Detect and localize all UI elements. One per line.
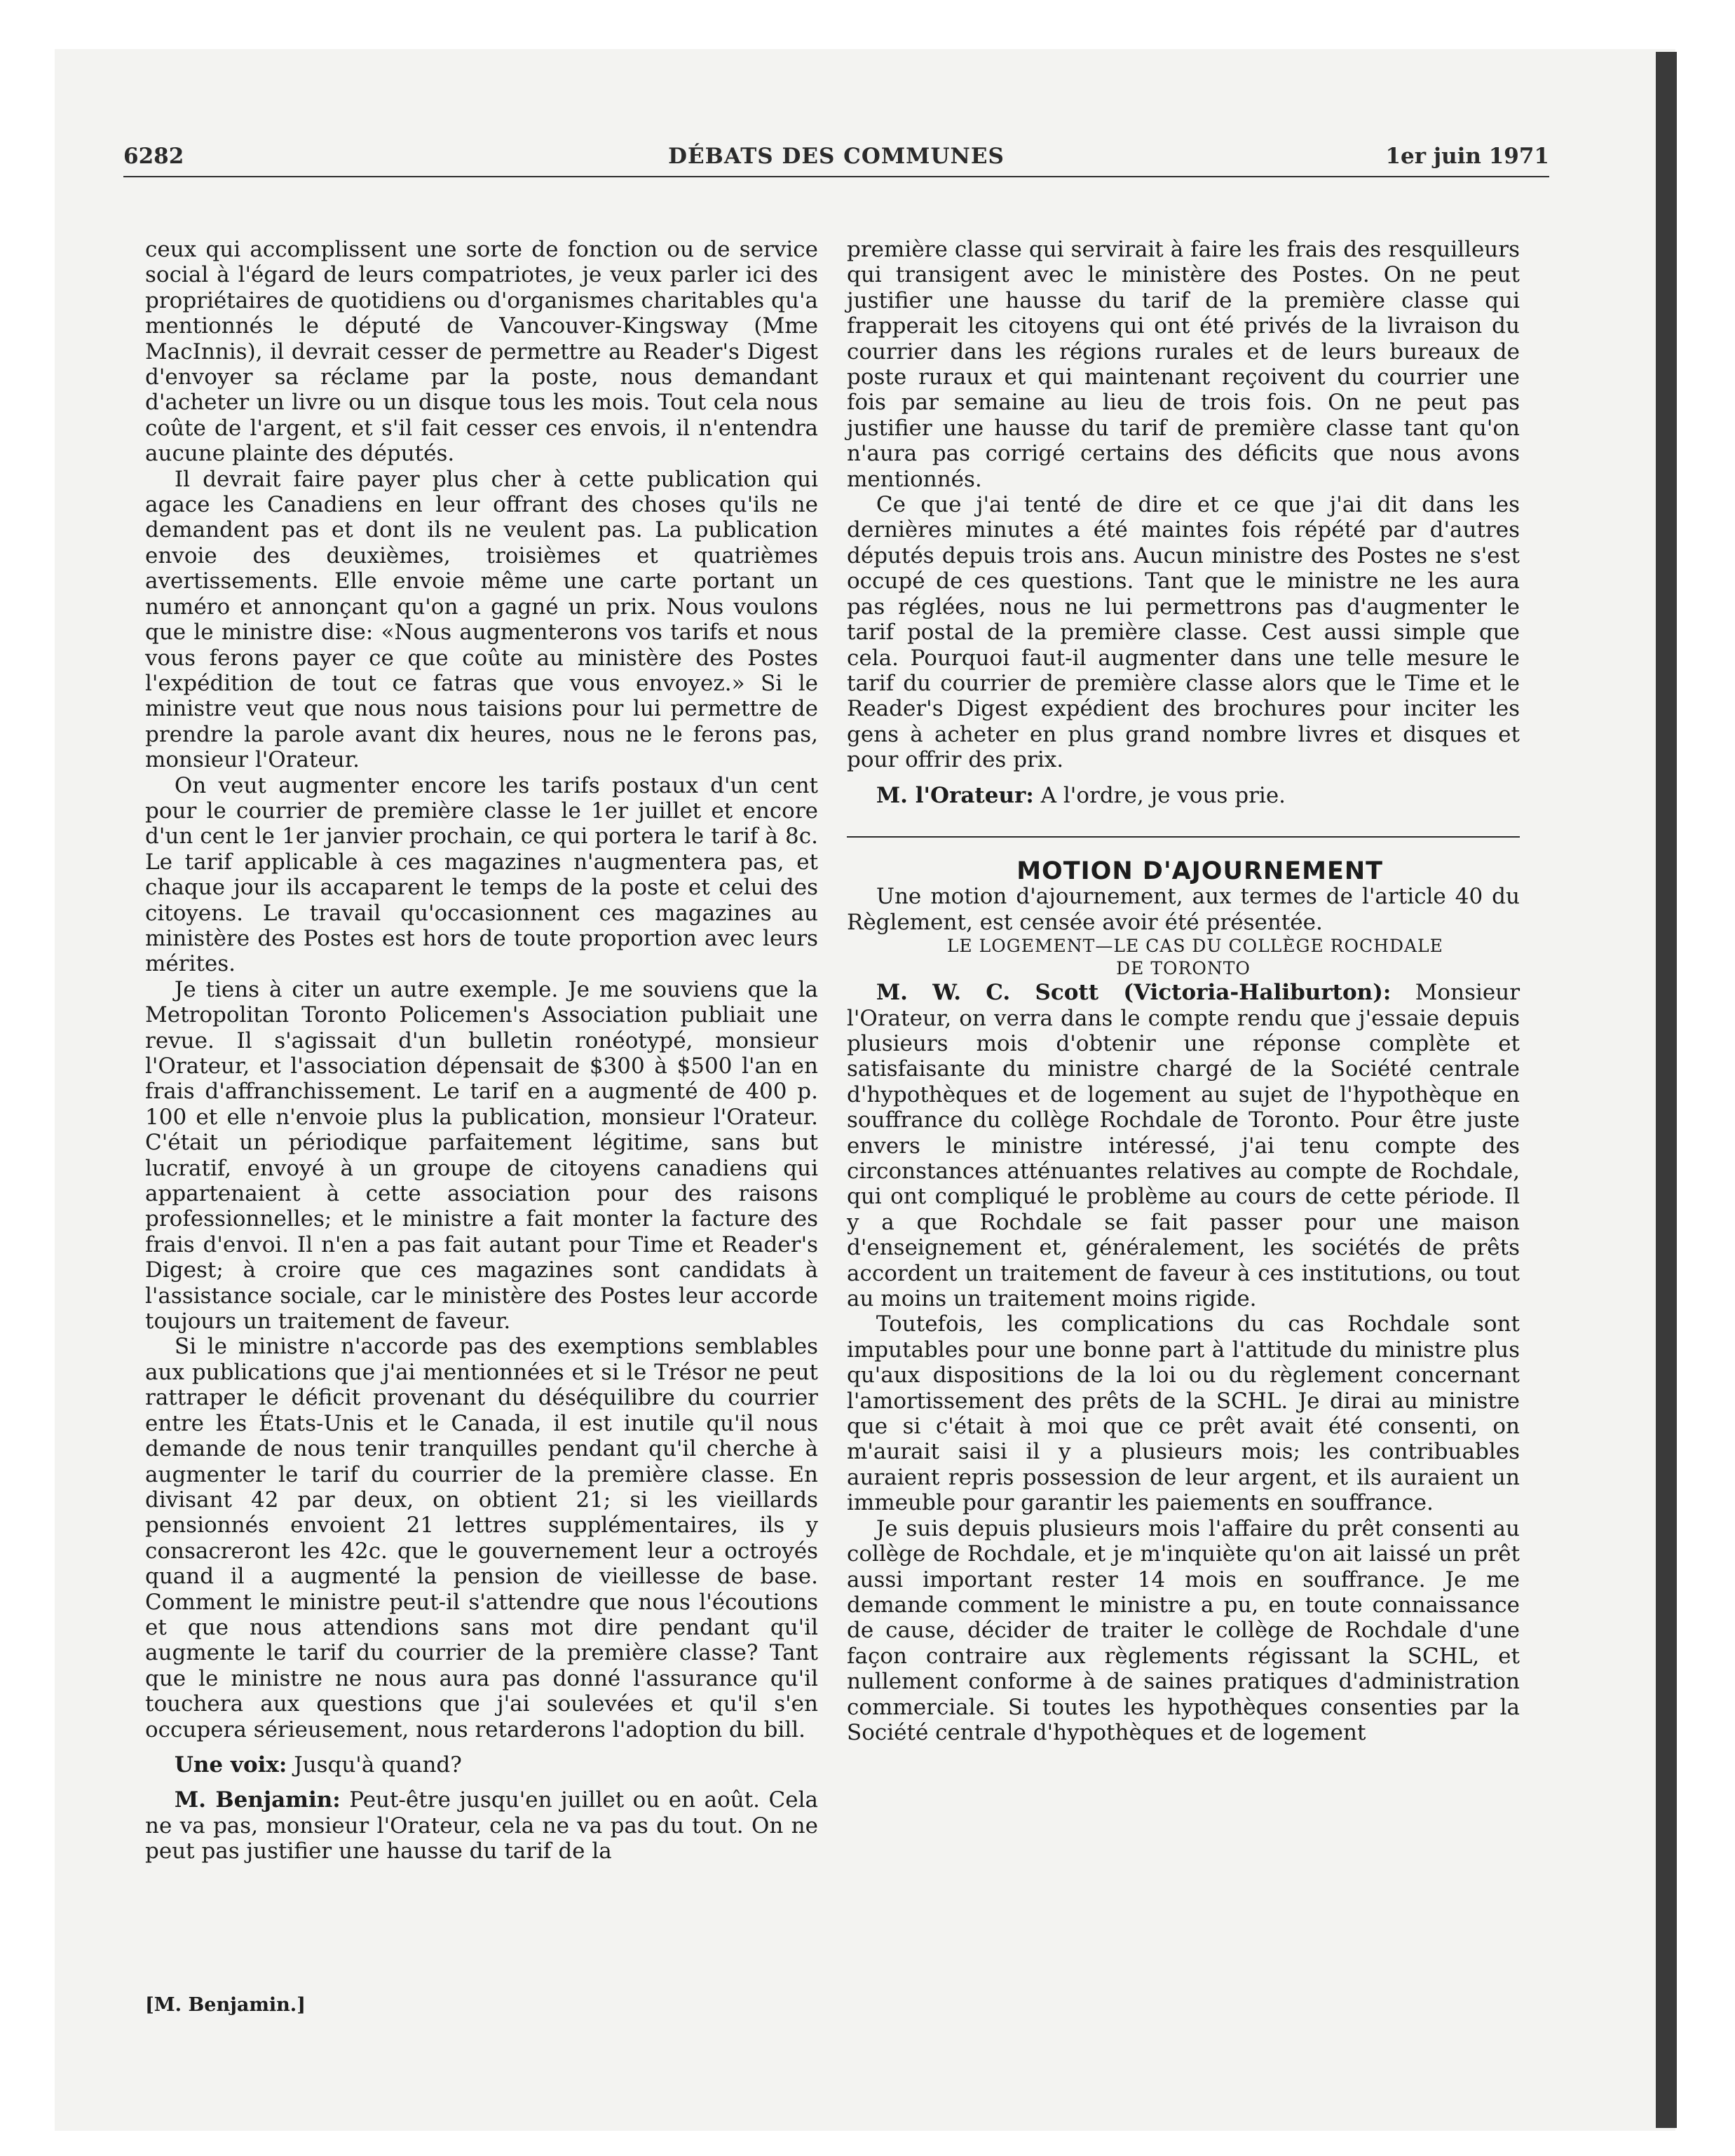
speech-voice (145, 1752, 818, 1778)
scan-edge (1656, 52, 1677, 2128)
speaker-name: M. W. C. Scott (Victoria-Haliburton): (876, 980, 1392, 1006)
speech-text: A l'ordre, je vous prie. (1040, 782, 1286, 808)
page-date: 1er juin 1971 (1385, 144, 1549, 169)
paragraph: Une motion d'ajournement, aux termes de l'article 40 du Règlement, est censée avoir été présentée. (847, 884, 1520, 935)
speaker-attribution: [M. Benjamin.] (145, 1994, 306, 2016)
speech-text: Jusqu'à quand? (294, 1752, 462, 1778)
section-divider (847, 836, 1520, 838)
paragraph: Toutefois, les complications du cas Rochdale sont imputables pour une bonne part à l'attitude du ministre plus qu'aux dispositions de la loi ou du règlement concernant l'amortissement des prêts de la SCHL. Je dirai au ministre que si c'était à moi que ce prêt avait été consenti, on m'aurait saisi il y a plusieurs mois; les contribuables auraient repris possession de leur argent, et ils auraient un immeuble pour garantir les paiements en souffrance. (847, 1311, 1520, 1516)
page-number: 6282 (123, 144, 184, 169)
publication-title: DÉBATS DES COMMUNES (668, 144, 1005, 169)
speech-text: Peut-être jusqu'en juillet ou en août. Cela ne va pas, monsieur l'Orateur, cela ne va pas du tout. On ne peut pas justifier une hausse du tarif de la (145, 1787, 818, 1864)
paragraph: première classe qui servirait à faire les frais des resquilleurs qui transigent avec le ministère des Postes. On ne peut justifier une hausse du tarif de la première classe qui frapperait les citoyens qui ont été privés de la livraison du courrier dans les régions rurales et de leurs bureaux de poste ruraux et qui maintenant reçoivent du courrier une fois par semaine au lieu de trois fois. On ne peut pas justifier une hausse du tarif de première classe tant qu'on n'aura pas corrigé certains des déficits que nous avons mentionnés. (847, 237, 1520, 492)
subhead-line: LE LOGEMENT—LE CAS DU COLLÈGE ROCHDALE (946, 936, 1443, 957)
paragraph: Je tiens à citer un autre exemple. Je me souviens que la Metropolitan Toronto Policemen's Association publiait une revue. Il s'agissait d'un bulletin ronéotypé, monsieur l'Orateur, et l'association dépensait de $300 à $500 l'an en frais d'affranchissement. Le tarif en a augmenté de 400 p. 100 et elle n'envoie plus la publication, monsieur l'Orateur. C'était un périodique parfaitement légitime, sans but lucratif, envoyé à un groupe de citoyens canadiens qui appartenaient à cette association pour des raisons professionnelles; et le ministre a fait monter la facture des frais d'envoi. Il n'en a pas fait autant pour Time et Reader's Digest; à croire que ces magazines sont candidats à l'assistance sociale, car le ministère des Postes leur accorde toujours un traitement de faveur. (145, 976, 818, 1335)
speaker-name: Une voix: (174, 1752, 287, 1778)
page-header (123, 144, 1549, 177)
speech-orateur (847, 783, 1520, 808)
speech-benjamin (145, 1787, 818, 1864)
right-column (847, 237, 1520, 1745)
paragraph: Si le ministre n'accorde pas des exemptions semblables aux publications que j'ai mentionnées et si le Trésor ne peut rattraper le déficit provenant du déséquilibre du courrier entre les États-Unis et le Canada, il est inutile qu'il nous demande de nous tenir tranquilles pendant qu'il cherche à augmenter le tarif du courrier de la première classe. En divisant 42 par deux, on obtient 21; si les vieillards pensionnés envoient 21 lettres supplémentaires, ils y consacreront les 42c. que le gouvernement leur a octroyés quand il a augmenté la pension de vieillesse de base. Comment le ministre peut-il s'attendre que nous l'écoutions et que nous attendions sans mot dire pendant qu'il augmente le tarif du courrier de la première classe? Tant que le ministre ne nous aura pas donné l'assurance qu'il touchera aux questions que j'ai soulevées et qu'il s'en occupera sérieusement, nous retarderons l'adoption du bill. (145, 1334, 818, 1742)
paragraph: Ce que j'ai tenté de dire et ce que j'ai dit dans les dernières minutes a été maintes fois répété par d'autres députés depuis trois ans. Aucun ministre des Postes ne s'est occupé de ces questions. Tant que le ministre ne les aura pas réglées, nous ne lui permettrons pas d'augmenter le tarif postal de la première classe. Cest aussi simple que cela. Pourquoi faut-il augmenter dans une telle mesure le tarif du courrier de première classe alors que le Time et le Reader's Digest expédient des brochures pour inciter les gens à acheter en plus grand nombre livres et disques et pour offrir des prix. (847, 492, 1520, 773)
speech-text: Monsieur l'Orateur, on verra dans le compte rendu que j'essaie depuis plusieurs mois d'obtenir une réponse complète et satisfaisante du ministre chargé de la Société centrale d'hypothèques et de logement au sujet de l'hypothèque en souffrance du collège Rochdale de Toronto. Pour être juste envers le ministre intéressé, j'ai tenu compte des circonstances atténuantes relatives au compte de Rochdale, qui ont compliqué le problème au cours de cette période. Il y a que Rochdale se fait passer pour une maison d'enseignement et, généralement, les sociétés de prêts accordent un traitement de faveur à ces institutions, ou tout au moins un traitement moins rigide. (847, 980, 1520, 1312)
speaker-name: M. l'Orateur: (876, 782, 1034, 808)
speaker-name: M. Benjamin: (174, 1787, 341, 1813)
subsection-heading (847, 935, 1520, 980)
paragraph: On veut augmenter encore les tarifs postaux d'un cent pour le courrier de première classe le 1er juillet et encore d'un cent le 1er janvier prochain, ce qui portera le tarif à 8c. Le tarif applicable à ces magazines n'augmentera pas, et chaque jour ils accaparent le temps de la poste et celui des citoyens. Le travail qu'occasionnent ces magazines au ministère des Postes est hors de toute proportion avec leurs mérites. (145, 772, 818, 977)
paragraph: ceux qui accomplissent une sorte de fonction ou de service social à l'égard de leurs compatriotes, je veux parler ici des propriétaires de quotidiens ou d'organismes charitables qu'a mentionnés le député de Vancouver-Kingsway (Mme MacInnis), il devrait cesser de permettre au Reader's Digest d'envoyer sa réclame par la poste, nous demandant d'acheter un livre ou un disque tous les mois. Tout cela nous coûte de l'argent, et s'il fait cesser ces envois, il n'entendra aucune plainte des députés. (145, 237, 818, 467)
left-column (145, 237, 818, 1864)
paragraph: Je suis depuis plusieurs mois l'affaire du prêt consenti au collège de Rochdale, et je m'inquiète qu'on ait laissé un prêt aussi important rester 14 mois en souffrance. Je me demande comment le ministre a pu, en toute connaissance de cause, décider de traiter le collège de Rochdale d'une façon contraire aux règlements régissant la SCHL, et nullement conforme à de saines pratiques d'administration commerciale. Si toutes les hypothèques consenties par la Société centrale d'hypothèques et de logement (847, 1515, 1520, 1745)
section-title: MOTION D'AJOURNEMENT (1016, 857, 1384, 885)
speech-scott (847, 980, 1520, 1311)
subhead-line: DE TORONTO (1116, 958, 1251, 979)
paragraph: Il devrait faire payer plus cher à cette publication qui agace les Canadiens en leur offrant des choses qu'ils ne demandent pas et dont ils ne veulent pas. La publication envoie des deuxièmes, troisièmes et quatrièmes avertissements. Elle envoie même une carte portant un numéro et annonçant qu'on a gagné un prix. Nous voulons que le ministre dise: «Nous augmenterons vos tarifs et nous vous ferons payer ce que coûte au ministère des Postes l'expédition de tout ce fatras que vous envoyez.» Si le ministre veut que nous nous taisions pour lui permettre de prendre la parole avant dix heures, nous ne le ferons pas, monsieur l'Orateur. (145, 466, 818, 773)
